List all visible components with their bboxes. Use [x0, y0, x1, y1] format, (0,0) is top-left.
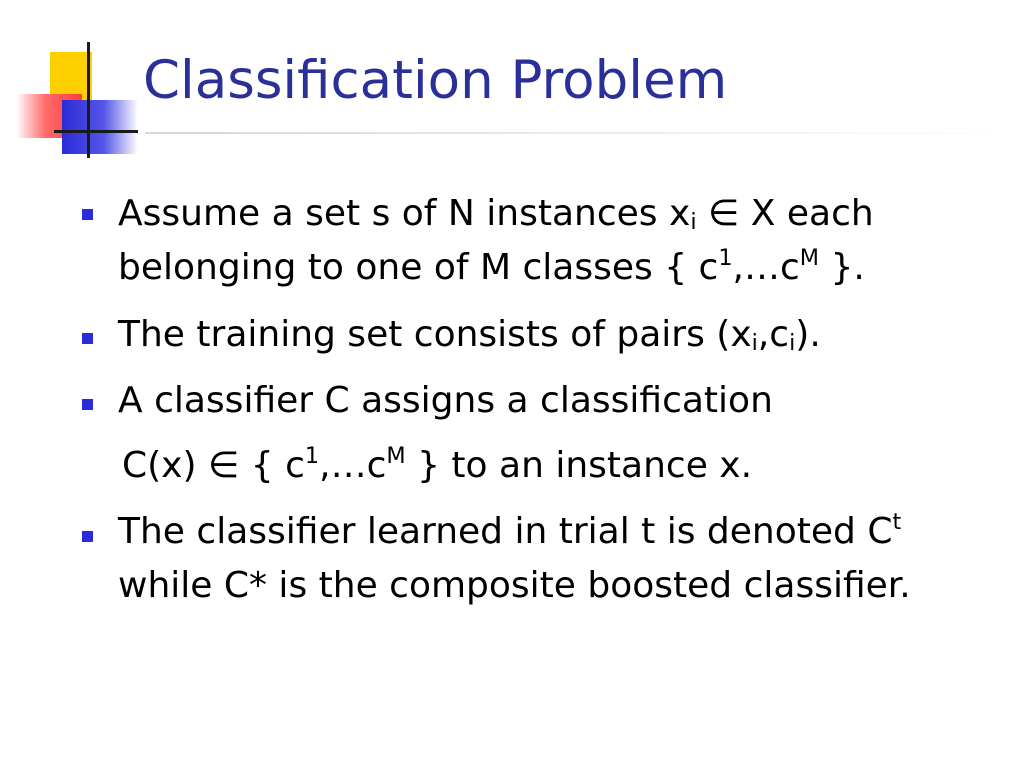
superscript: 1 — [718, 245, 733, 272]
subscript: i — [751, 330, 758, 357]
text: }. — [819, 247, 865, 288]
text: belonging to one of M classes { c — [118, 247, 719, 288]
text: ∈ X each — [696, 193, 874, 234]
text: ,…c — [319, 445, 387, 486]
superscript: M — [799, 245, 820, 272]
bullet-1-line-2 — [118, 246, 865, 290]
text: The training set consists of pairs (x — [118, 314, 752, 355]
logo-horizontal-line — [54, 130, 138, 133]
text: A classifier C assigns a classification — [118, 380, 773, 421]
text: } to an instance x. — [405, 445, 753, 486]
superscript: M — [386, 443, 406, 470]
bullet-3-marker — [82, 399, 93, 410]
text: ,…c — [732, 247, 800, 288]
bullet-2-marker — [82, 333, 93, 344]
bullet-1-line-1 — [118, 192, 874, 236]
logo-yellow-square — [50, 52, 92, 100]
text: ,c — [757, 314, 790, 355]
text: The classifier learned in trial t is denoted C — [118, 511, 893, 552]
logo-blue-square — [62, 100, 138, 154]
bullet-2-line-1 — [118, 313, 821, 357]
superscript: t — [892, 509, 902, 536]
bullet-4-line-2 — [118, 564, 911, 608]
subscript: i — [789, 330, 796, 357]
logo-vertical-line — [87, 42, 90, 158]
bullet-1-marker — [82, 209, 93, 220]
bullet-4-line-1 — [118, 510, 901, 554]
text: C(x) ∈ { c — [122, 445, 305, 486]
text: while C* is the composite boosted classifier. — [118, 565, 911, 606]
slide-title: Classification Problem — [143, 50, 728, 111]
superscript: 1 — [304, 443, 320, 470]
subscript: i — [690, 209, 697, 236]
text: ). — [795, 314, 821, 355]
bullet-4-marker — [82, 531, 93, 542]
bullet-3-line-1 — [118, 379, 773, 423]
slide-logo — [0, 0, 150, 170]
title-underline — [145, 132, 1024, 134]
text: Assume a set s of N instances x — [118, 193, 691, 234]
bullet-3-line-2 — [122, 444, 752, 488]
